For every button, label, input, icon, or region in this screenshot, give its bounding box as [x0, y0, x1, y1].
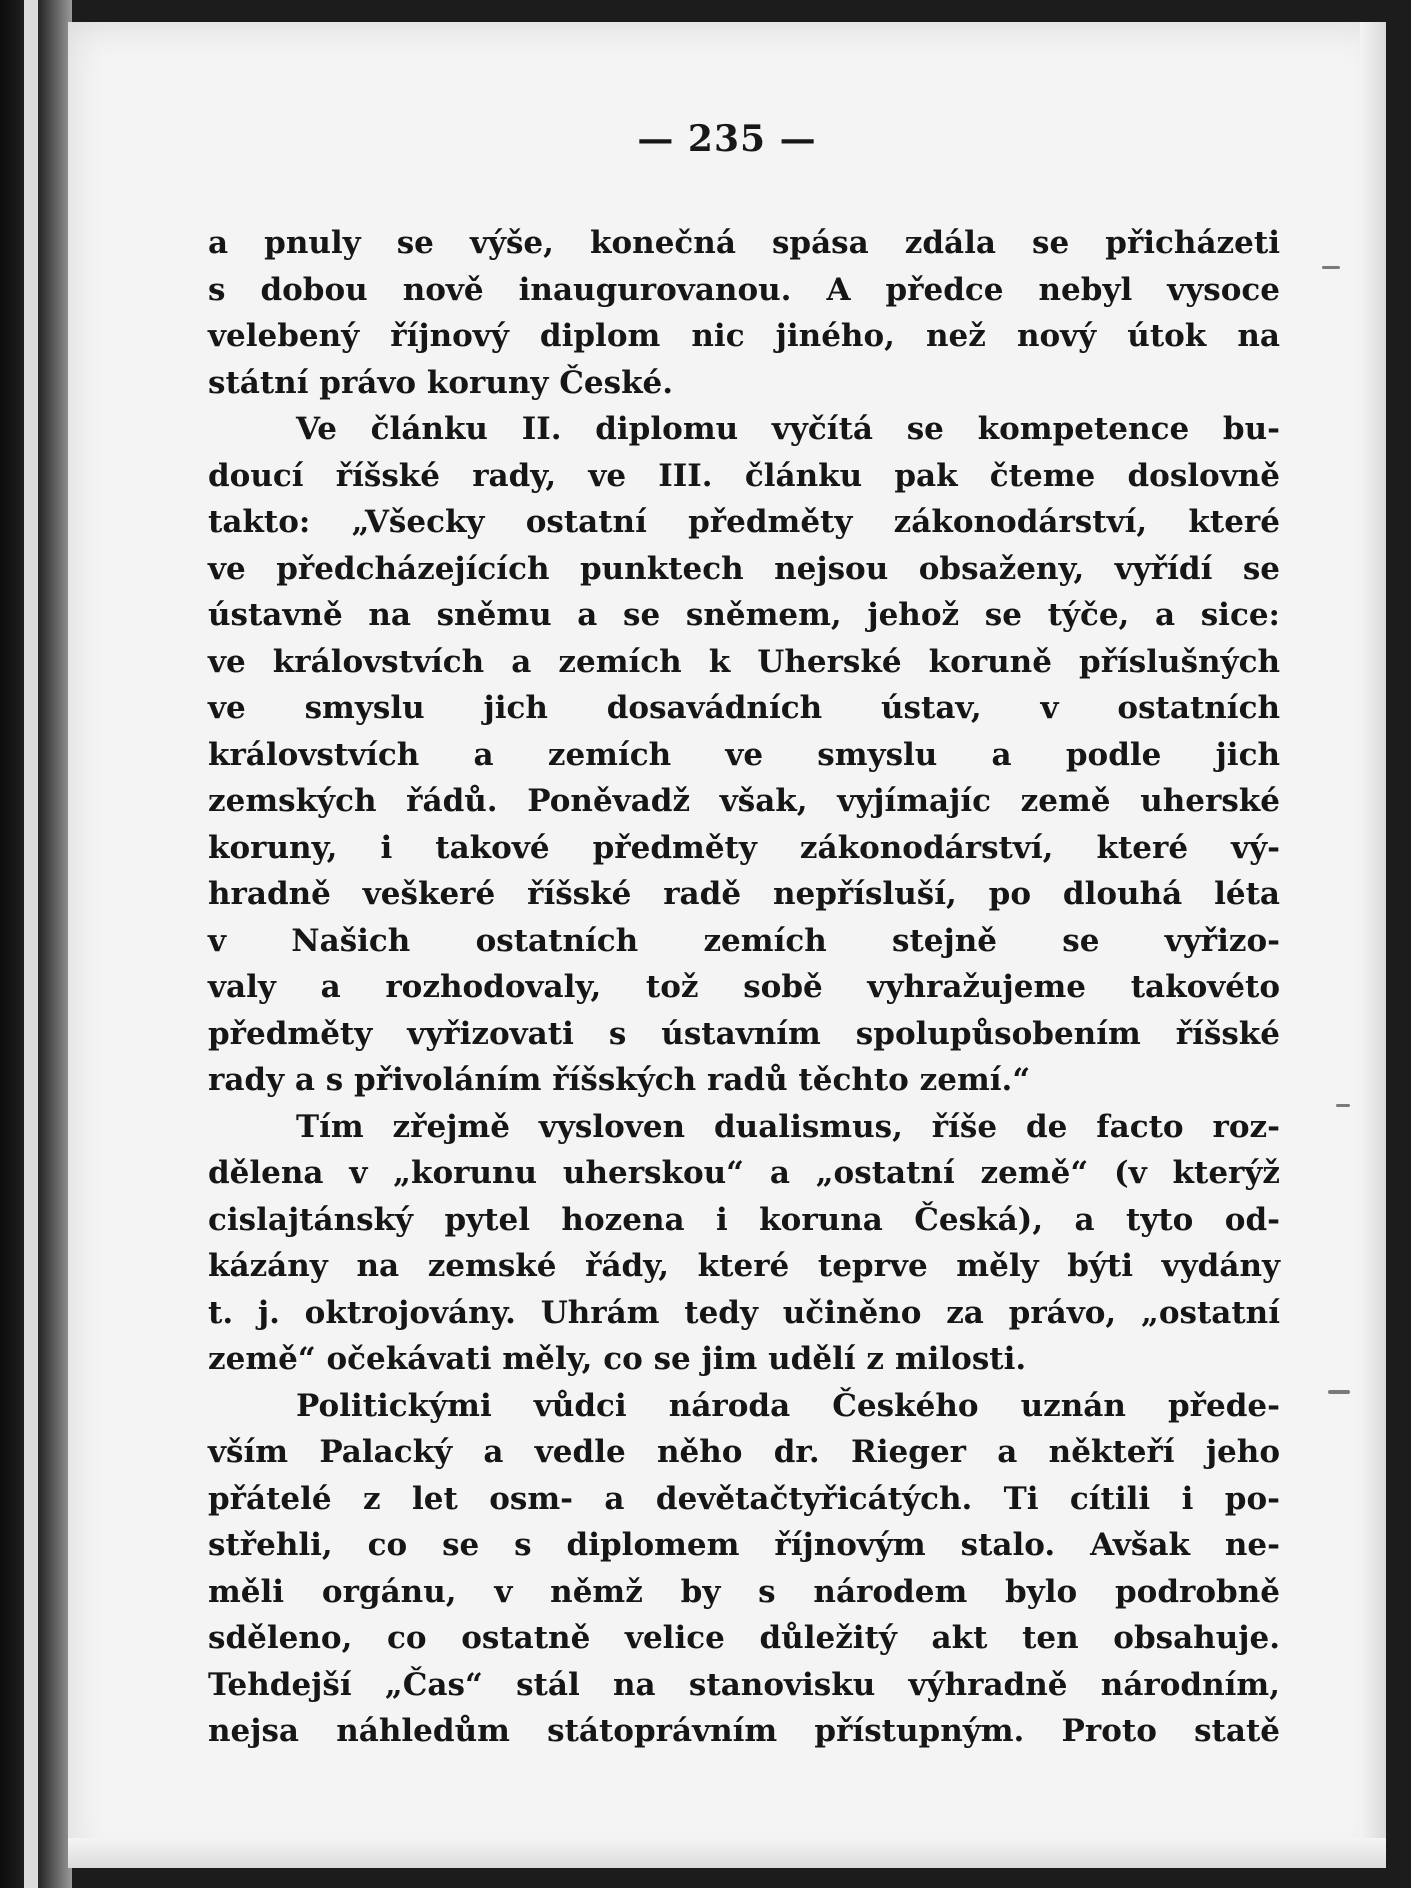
text-line: a pnuly se výše, konečná spása zdála se přicházeti — [208, 225, 1280, 261]
text-line: předměty vyřizovati s ústavním spolupůsobením říšské — [208, 1015, 1280, 1052]
facing-page-edge — [0, 0, 72, 1888]
text-line: valy a rozhodovaly, tož sobě vyhražujeme takovéto — [208, 969, 1280, 1005]
text-line: kázány na zemské řády, které teprve měly býti vydány — [208, 1248, 1280, 1284]
paper-speck — [1328, 1390, 1350, 1394]
text-line: velebený říjnový diplom nic jiného, než nový útok na — [208, 318, 1280, 354]
page-edge-right — [1360, 22, 1386, 1868]
text-line: vším Palacký a vedle něho dr. Rieger a někteří jeho — [208, 1434, 1280, 1470]
text-line: královstvích a zemích ve smyslu a podle jich — [208, 736, 1280, 773]
text-line: cislajtánský pytel hozena i koruna Česká), a tyto od- — [208, 1201, 1280, 1238]
text-line: Politickými vůdci národa Českého uznán přede- — [296, 1387, 1280, 1424]
text-line: sděleno, co ostatně velice důležitý akt ten obsahuje. — [208, 1620, 1280, 1656]
text-line: ve královstvích a zemích k Uherské koruně příslušných — [208, 643, 1280, 680]
text-line: s dobou nově inaugurovanou. A předce nebyl vysoce — [208, 271, 1280, 308]
text-line: koruny, i takové předměty zákonodárství, které vý- — [208, 829, 1280, 866]
text-line: státní právo koruny České. — [208, 364, 674, 401]
text-line: v Našich ostatních zemích stejně se vyřizo- — [208, 922, 1280, 959]
text-line: t. j. oktrojovány. Uhrám tedy učiněno za právo, „ostatní — [208, 1294, 1280, 1331]
text-line: měli orgánu, v němž by s národem bylo podrobně — [208, 1573, 1280, 1610]
text-line: Tehdejší „Čas“ stál na stanovisku výhradně národním, — [208, 1666, 1280, 1703]
text-line: rady a s přivoláním říšských radů těchto zemí.“ — [208, 1062, 1031, 1098]
text-line: Tím zřejmě vysloven dualismus, říše de facto roz- — [296, 1108, 1280, 1145]
book-page — [68, 22, 1386, 1868]
page-number-header: — 235 — — [637, 118, 817, 160]
text-line: přátelé z let osm- a devětačtyřicátých. Ti cítili i po- — [208, 1480, 1280, 1517]
text-line: Ve článku II. diplomu vyčítá se kompetence bu- — [296, 411, 1280, 447]
text-line: zemských řádů. Poněvadž však, vyjímajíc země uherské — [208, 783, 1280, 819]
text-line: ve předcházejících punktech nejsou obsaženy, vyřídí se — [208, 550, 1280, 587]
text-line: střehli, co se s diplomem říjnovým stalo. Avšak ne- — [208, 1527, 1280, 1563]
paper-speck — [1336, 1104, 1350, 1107]
text-line: hradně veškeré říšské radě nepřísluší, po dlouhá léta — [208, 876, 1280, 912]
text-line: dělena v „korunu uherskou“ a „ostatní země“ (v kterýž — [208, 1155, 1280, 1191]
facing-page-margin — [24, 0, 38, 1888]
text-line: ve smyslu jich dosavádních ústav, v ostatních — [208, 690, 1280, 726]
paper-speck — [1322, 266, 1340, 269]
body-text — [208, 220, 1280, 1755]
text-line: ústavně na sněmu a se sněmem, jehož se týče, a sice: — [208, 597, 1280, 633]
text-line: nejsa náhledům státoprávním přístupným. Proto statě — [208, 1713, 1280, 1749]
page-edge-bottom — [68, 1838, 1386, 1868]
text-line: země“ očekávati měly, co se jim udělí z milosti. — [208, 1341, 1027, 1377]
text-line: doucí říšské rady, ve III. článku pak čteme doslovně — [208, 457, 1280, 494]
text-line: takto: „Všecky ostatní předměty zákonodárství, které — [208, 504, 1280, 540]
